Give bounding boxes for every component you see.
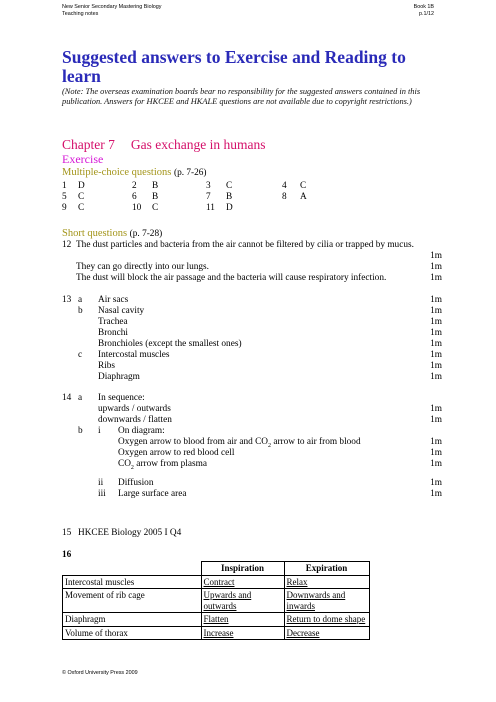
answer-line bbox=[62, 372, 442, 383]
subpart-label: ii bbox=[98, 478, 104, 488]
mark: 1m bbox=[430, 251, 442, 261]
mark: 1m bbox=[430, 317, 442, 327]
chapter-name: Gas exchange in humans bbox=[130, 137, 266, 152]
mc-question-number: 9 bbox=[62, 203, 67, 213]
answer-text: In sequence: bbox=[98, 393, 145, 403]
mc-answer: B bbox=[152, 181, 159, 191]
mc-heading-text: Multiple-choice questions bbox=[62, 167, 172, 178]
mark: 1m bbox=[430, 361, 442, 371]
table-cell bbox=[201, 589, 284, 613]
table-cell: Volume of thorax bbox=[63, 626, 202, 640]
answer-text: Ribs bbox=[98, 361, 116, 371]
mc-answer: A bbox=[300, 192, 307, 202]
table-row bbox=[63, 589, 370, 613]
running-header-left bbox=[62, 4, 161, 17]
page-number: p.1/12 bbox=[419, 10, 434, 17]
answer-text: Trachea bbox=[98, 317, 128, 327]
mc-answer: B bbox=[226, 192, 233, 202]
answer-line bbox=[62, 528, 442, 539]
mc-question-number: 8 bbox=[282, 192, 287, 202]
table-cell bbox=[201, 575, 284, 589]
answer-text: HKCEE Biology 2005 I Q4 bbox=[78, 528, 182, 538]
mark: 1m bbox=[430, 437, 442, 447]
answer-text: Air sacs bbox=[98, 295, 129, 305]
cell-text: Return to dome shape bbox=[286, 614, 366, 624]
exercise-heading: Exercise bbox=[62, 152, 104, 166]
mark: 1m bbox=[430, 404, 442, 414]
mark: 1m bbox=[430, 295, 442, 305]
mc-question-number: 1 bbox=[62, 181, 67, 191]
mark: 1m bbox=[430, 273, 442, 283]
answer-line bbox=[62, 317, 442, 328]
answer-line bbox=[62, 426, 442, 437]
chapter-number: Chapter 7 bbox=[62, 137, 115, 152]
mc-answer: B bbox=[152, 192, 159, 202]
answer-text: Diffusion bbox=[118, 478, 154, 488]
part-label: a bbox=[78, 295, 83, 305]
cell-text: Relax bbox=[286, 576, 308, 587]
answer-text: Diaphragm bbox=[98, 372, 140, 382]
mark: 1m bbox=[430, 262, 442, 272]
mc-answer: D bbox=[226, 203, 233, 213]
answer-text: They can go directly into our lungs. bbox=[76, 262, 209, 272]
cell-text: Flatten bbox=[203, 614, 229, 624]
answer-line bbox=[62, 393, 442, 404]
cell-text: Downwards and inwards bbox=[286, 590, 346, 611]
mc-pages: (p. 7-26) bbox=[173, 168, 207, 178]
table-header bbox=[63, 562, 202, 576]
page-title: Suggested answers to Exercise and Reading to learn bbox=[62, 47, 406, 86]
book-series: New Senior Secondary Mastering Biology bbox=[62, 4, 162, 10]
part-label: b bbox=[78, 306, 83, 316]
mc-question-number: 11 bbox=[206, 203, 215, 213]
answer-line bbox=[62, 437, 442, 448]
question-number: 12 bbox=[62, 240, 72, 250]
table-cell bbox=[284, 613, 369, 627]
table-row bbox=[63, 626, 370, 640]
disclaimer-note: (Note: The overseas examination boards bear no responsibility for the suggested answers contained in this publication. Answers for HKCEE and HKALE questions are not available due to copyright restrictions.) bbox=[62, 87, 421, 107]
question-number: 13 bbox=[62, 295, 72, 305]
answer-line bbox=[62, 550, 442, 561]
cell-text: Decrease bbox=[286, 627, 320, 638]
table-cell bbox=[201, 613, 284, 627]
table-cell: Diaphragm bbox=[63, 613, 202, 627]
table-header: Expiration bbox=[284, 562, 369, 576]
answer-line bbox=[62, 295, 442, 306]
answer-line bbox=[62, 350, 442, 361]
sq-heading bbox=[62, 228, 162, 240]
question-number: 16 bbox=[62, 550, 72, 560]
answer-text: upwards / outwards bbox=[98, 404, 171, 414]
mc-question-number: 3 bbox=[206, 181, 211, 191]
answer-text: Nasal cavity bbox=[98, 306, 145, 316]
answer-text-part: CO bbox=[118, 459, 131, 469]
mc-question-number: 4 bbox=[282, 181, 287, 191]
mark: 1m bbox=[430, 448, 442, 458]
running-header-right bbox=[414, 4, 434, 17]
subscript: 2 bbox=[130, 464, 134, 471]
table-row bbox=[63, 613, 370, 627]
mc-question-number: 2 bbox=[132, 181, 137, 191]
answer-text-part: Oxygen arrow to blood from air and CO bbox=[118, 437, 269, 447]
answer-text-part: arrow to air from blood bbox=[271, 437, 361, 447]
mark: 1m bbox=[430, 328, 442, 338]
mc-heading bbox=[62, 167, 207, 179]
answer-line bbox=[62, 328, 442, 339]
mark: 1m bbox=[430, 339, 442, 349]
question-number: 15 bbox=[62, 528, 72, 538]
mark: 1m bbox=[430, 415, 442, 425]
copyright-footer: © Oxford University Press 2009 bbox=[62, 670, 138, 676]
answer-line bbox=[62, 478, 442, 489]
subpart-label: iii bbox=[98, 489, 106, 499]
question-16 bbox=[62, 550, 442, 561]
breathing-table bbox=[62, 561, 370, 640]
cell-text: Increase bbox=[203, 627, 234, 638]
answer-text-part: arrow from plasma bbox=[133, 459, 207, 469]
answer-text: Bronchi bbox=[98, 328, 128, 338]
answer-line bbox=[62, 415, 442, 426]
table-cell bbox=[284, 626, 369, 640]
subpart-label: i bbox=[98, 426, 101, 436]
mark: 1m bbox=[430, 372, 442, 382]
answer-text: Intercostal muscles bbox=[98, 350, 170, 360]
cell-text: Upwards and outwards bbox=[203, 590, 252, 611]
part-label: a bbox=[78, 393, 83, 403]
mc-question-number: 10 bbox=[132, 203, 142, 213]
part-label: b bbox=[78, 426, 83, 436]
table-cell: Movement of rib cage bbox=[63, 589, 202, 613]
answer-text: On diagram: bbox=[118, 426, 165, 436]
mc-question-number: 5 bbox=[62, 192, 67, 202]
answer-text: The dust will block the air passage and the bacteria will cause respiratory infection. bbox=[76, 273, 387, 283]
answer-line bbox=[62, 448, 442, 459]
mark: 1m bbox=[430, 306, 442, 316]
doc-type: Teaching notes bbox=[62, 10, 99, 17]
answer-text: Large surface area bbox=[118, 489, 187, 499]
mc-question-number: 7 bbox=[206, 192, 211, 202]
sq-heading-text: Short questions bbox=[62, 228, 128, 239]
question-12 bbox=[62, 240, 442, 284]
mc-answer: C bbox=[300, 181, 307, 191]
answer-line bbox=[62, 404, 442, 415]
table-cell bbox=[201, 626, 284, 640]
mark: 1m bbox=[430, 478, 442, 488]
mark: 1m bbox=[430, 350, 442, 360]
table-cell bbox=[284, 575, 369, 589]
table-header-row bbox=[63, 562, 370, 576]
answer-line bbox=[62, 251, 442, 262]
part-label: c bbox=[78, 350, 83, 360]
question-number: 14 bbox=[62, 393, 72, 403]
answer-line bbox=[62, 459, 442, 470]
answer-line bbox=[62, 262, 442, 273]
table-row bbox=[63, 575, 370, 589]
answer-line bbox=[62, 361, 442, 372]
question-15 bbox=[62, 528, 442, 539]
answer-line bbox=[62, 489, 442, 500]
sq-pages: (p. 7-28) bbox=[129, 229, 163, 239]
mc-answer: C bbox=[78, 203, 85, 213]
mc-question-number: 6 bbox=[132, 192, 137, 202]
mark: 1m bbox=[430, 459, 442, 469]
table-cell: Intercostal muscles bbox=[63, 575, 202, 589]
mark: 1m bbox=[430, 489, 442, 499]
question-14 bbox=[62, 393, 442, 500]
answer-line bbox=[62, 339, 442, 350]
book-number: Book 1B bbox=[413, 4, 434, 10]
answer-line bbox=[62, 240, 442, 251]
chapter-heading bbox=[62, 137, 265, 152]
subscript: 2 bbox=[268, 442, 272, 449]
question-13 bbox=[62, 295, 442, 383]
answer-text: Oxygen arrow to red blood cell bbox=[118, 448, 235, 458]
mc-answer: C bbox=[152, 203, 159, 213]
answer-line bbox=[62, 273, 442, 284]
answer-text: Bronchioles (except the smallest ones) bbox=[98, 339, 242, 349]
mc-answer: C bbox=[226, 181, 233, 191]
answer-text: downwards / flatten bbox=[98, 415, 172, 425]
answer-line bbox=[62, 306, 442, 317]
spacer bbox=[62, 470, 442, 478]
mc-answer: C bbox=[78, 192, 85, 202]
table-header: Inspiration bbox=[201, 562, 284, 576]
answer-text: The dust particles and bacteria from the air cannot be filtered by cilia or trapped by mucus. bbox=[76, 240, 414, 250]
table-cell bbox=[284, 589, 369, 613]
mc-answer: D bbox=[78, 181, 85, 191]
cell-text: Contract bbox=[203, 576, 235, 587]
